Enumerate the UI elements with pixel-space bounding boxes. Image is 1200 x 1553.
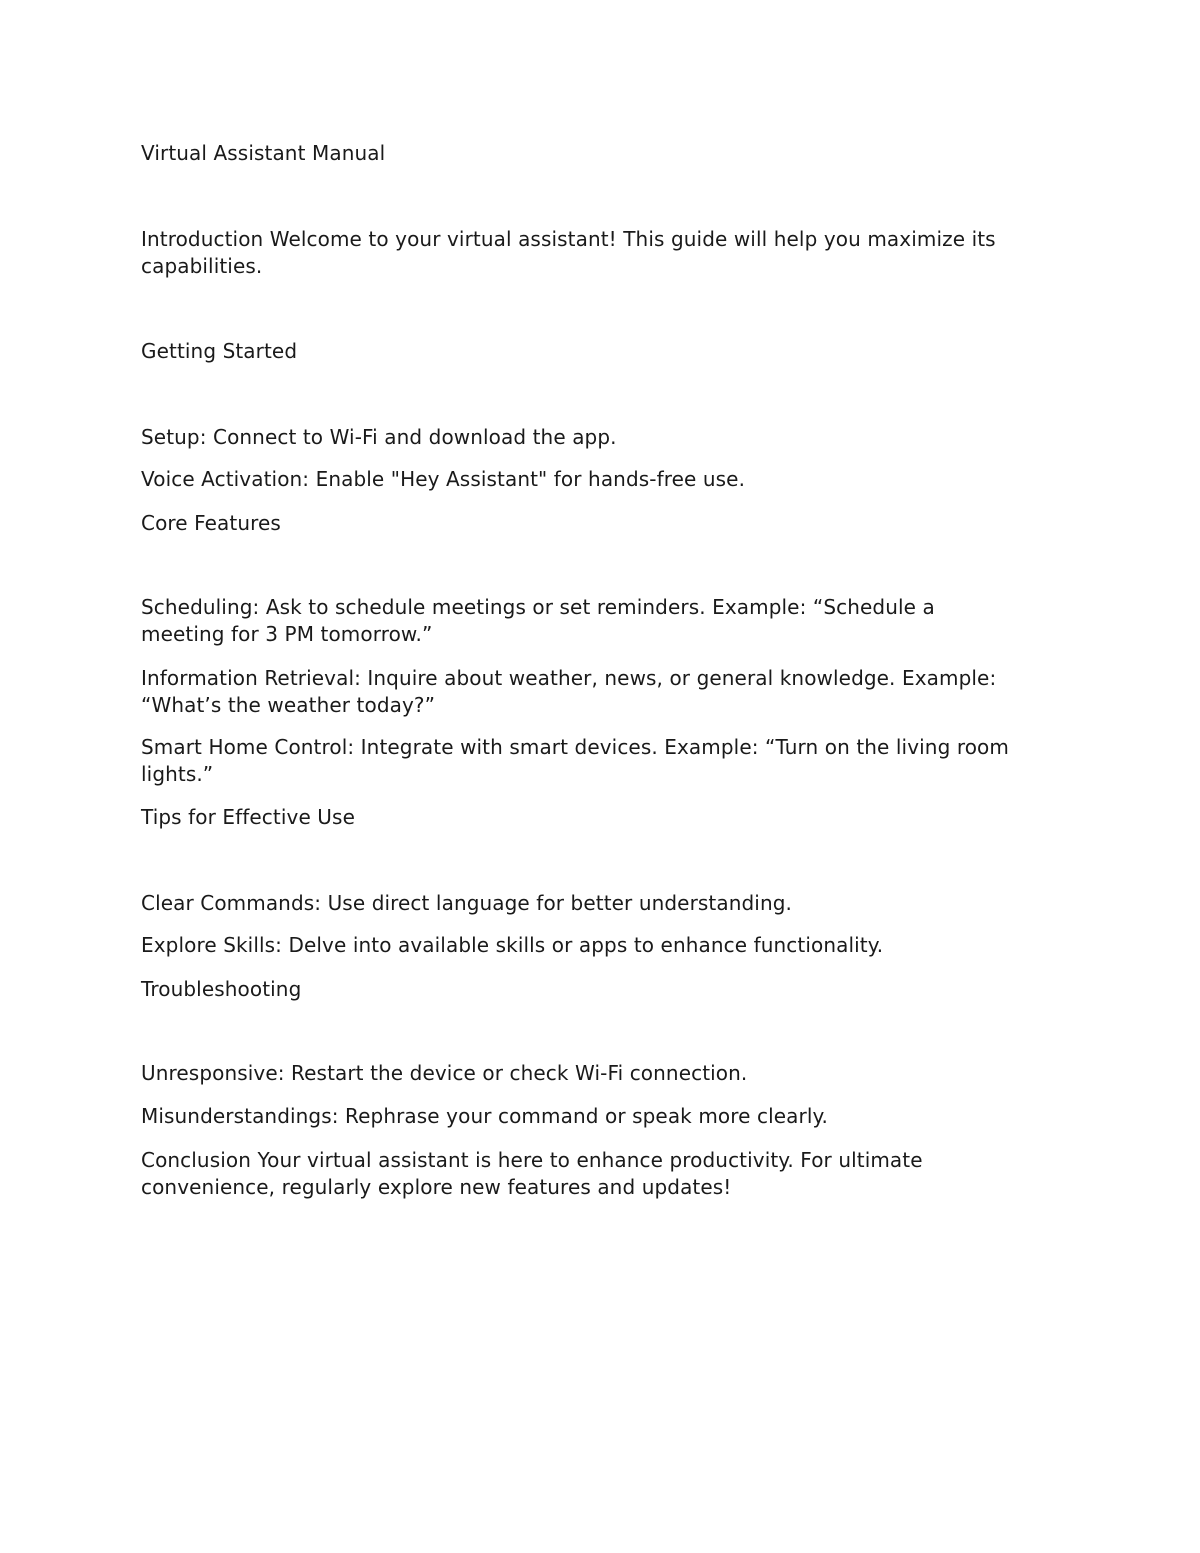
core-features-heading: Core Features	[141, 511, 281, 535]
troubleshooting-heading: Troubleshooting	[141, 977, 302, 1001]
clear-commands-paragraph: Clear Commands: Use direct language for better understanding.	[141, 891, 792, 915]
tips-heading: Tips for Effective Use	[141, 805, 355, 829]
conclusion-paragraph: Conclusion Your virtual assistant is here to enhance productivity. For ultimate convenience, regularly explore new features and updates!	[141, 1148, 923, 1199]
explore-skills-paragraph: Explore Skills: Delve into available skills or apps to enhance functionality.	[141, 933, 884, 957]
information-retrieval-paragraph: Information Retrieval: Inquire about weather, news, or general knowledge. Example: “What’s the weather today?”	[141, 666, 997, 717]
misunderstandings-paragraph: Misunderstandings: Rephrase your command or speak more clearly.	[141, 1104, 829, 1128]
scheduling-paragraph: Scheduling: Ask to schedule meetings or set reminders. Example: “Schedule a meeting for 3 PM tomorrow.”	[141, 595, 935, 646]
unresponsive-paragraph: Unresponsive: Restart the device or check Wi-Fi connection.	[141, 1061, 748, 1085]
getting-started-heading: Getting Started	[141, 339, 298, 363]
voice-activation-paragraph: Voice Activation: Enable "Hey Assistant" for hands-free use.	[141, 467, 746, 491]
document-title: Virtual Assistant Manual	[141, 141, 386, 165]
setup-paragraph: Setup: Connect to Wi-Fi and download the app.	[141, 425, 617, 449]
smart-home-control-paragraph: Smart Home Control: Integrate with smart devices. Example: “Turn on the living room lights.”	[141, 735, 1009, 786]
introduction-paragraph: Introduction Welcome to your virtual assistant! This guide will help you maximize its capabilities.	[141, 227, 996, 278]
